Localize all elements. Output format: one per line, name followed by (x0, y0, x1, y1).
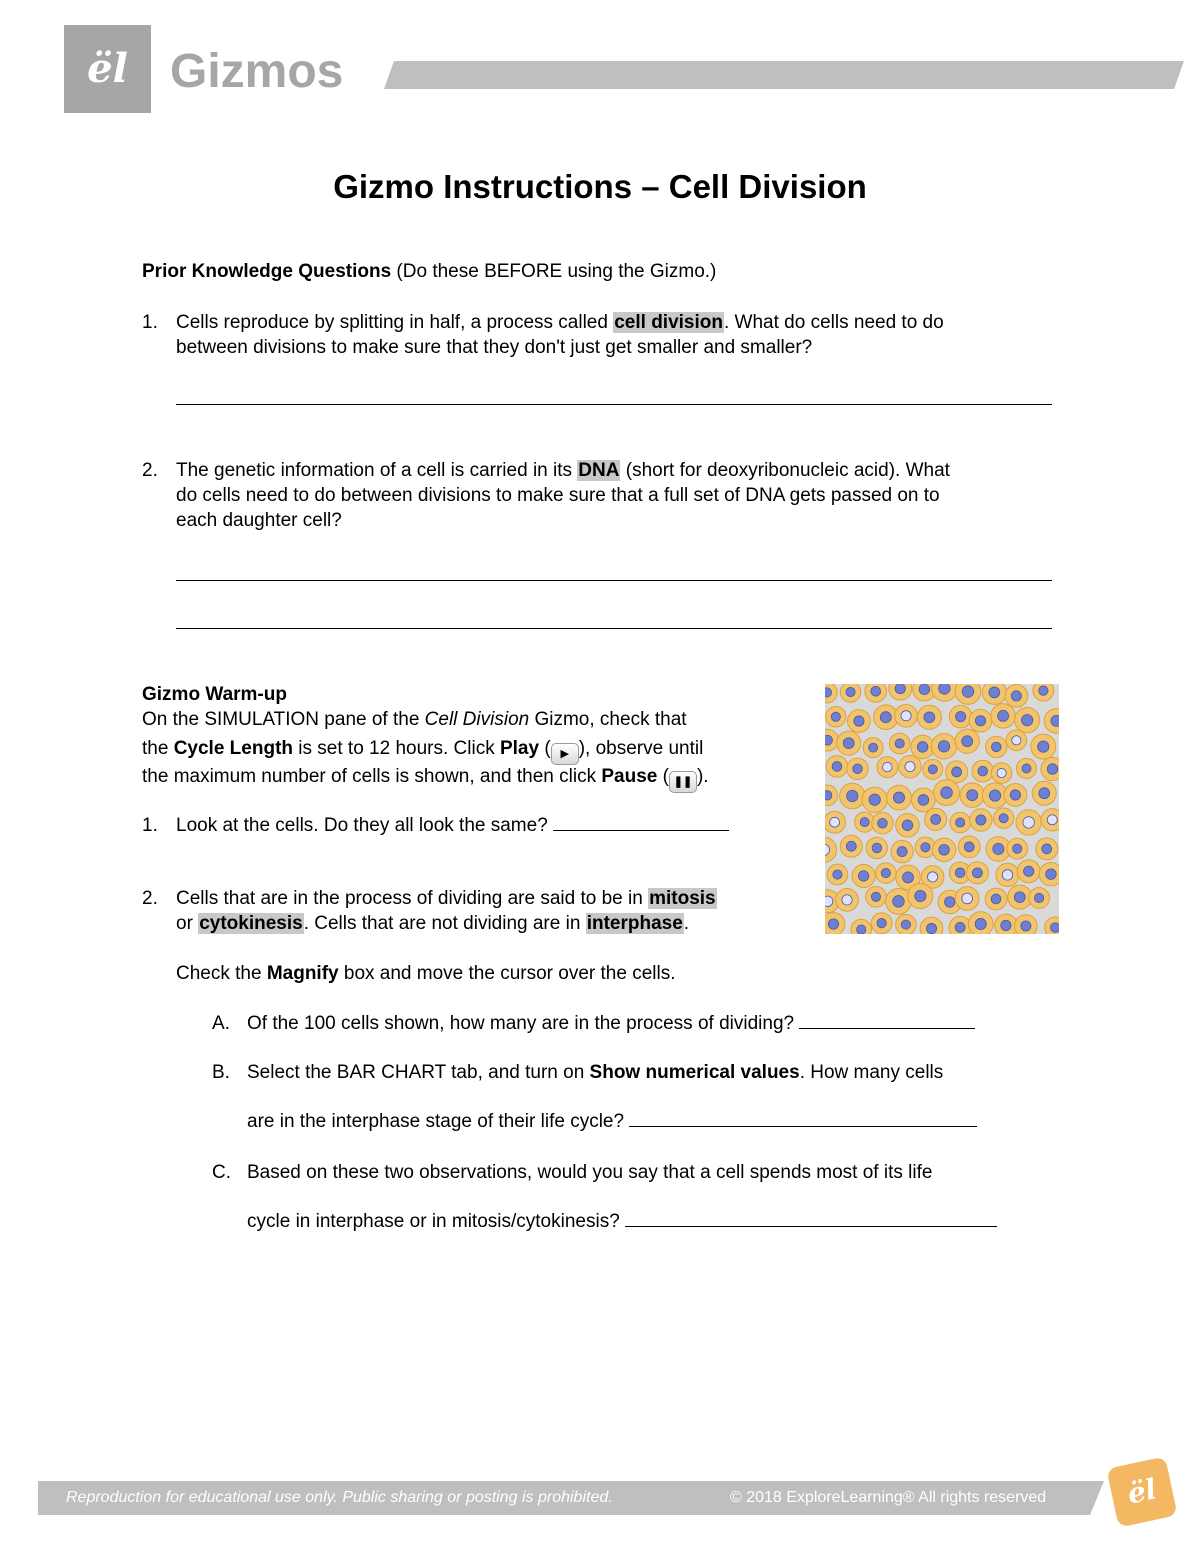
pause-icon: ❚❚ (669, 771, 697, 793)
cell-nucleus (999, 814, 1008, 823)
wq2-text: . (683, 913, 690, 934)
cell-nucleus (1046, 869, 1057, 880)
cell-nucleus (1034, 893, 1043, 902)
cell-nucleus (939, 684, 951, 694)
cell-nucleus (1024, 866, 1034, 876)
term-magnify: Magnify (266, 963, 339, 984)
sub-b-text: . How many cells (799, 1062, 944, 1083)
cell-nucleus (878, 818, 888, 828)
cell-nucleus (871, 686, 881, 696)
wq2-text: Cells that are in the process of dividing are said to be in (176, 888, 649, 909)
answer-line[interactable] (176, 628, 1052, 629)
cell-nucleus (928, 765, 937, 774)
term-cytokinesis: cytokinesis (199, 913, 303, 934)
cell-nucleus (872, 843, 882, 853)
q2-text-b: (short for deoxyribonucleic acid). What (620, 460, 950, 481)
cell-nucleus (989, 790, 1000, 801)
cell-nucleus (1012, 736, 1021, 745)
cell-nucleus (939, 844, 950, 855)
cell-nucleus (883, 762, 892, 771)
cell-nucleus (869, 794, 880, 805)
intro-text: On the SIMULATION pane of the (142, 709, 425, 730)
cell-nucleus (893, 792, 904, 803)
term-pause: Pause (601, 766, 658, 787)
cell-nucleus (921, 843, 930, 852)
intro-text: the (142, 738, 174, 759)
footer-logo-glyph: ël (1124, 1472, 1160, 1511)
wq2-text: . Cells that are not dividing are in (303, 913, 586, 934)
term-dna: DNA (578, 460, 620, 481)
cell-nucleus (1023, 817, 1034, 828)
prior-heading-note: (Do these BEFORE using the Gizmo.) (391, 261, 717, 282)
cell-nucleus (901, 711, 911, 721)
wq1-text: Look at the cells. Do they all look the same? (176, 815, 554, 836)
cell-nucleus (1051, 715, 1059, 726)
cell-nucleus (893, 896, 905, 908)
cell-nucleus (1021, 921, 1031, 931)
cell-nucleus (825, 735, 832, 745)
cell-nucleus (877, 918, 886, 927)
intro-text: is set to 12 hours. Click (293, 738, 500, 759)
cell-nucleus (997, 768, 1006, 777)
wq2-text: or (176, 913, 199, 934)
cell-nucleus (828, 919, 838, 929)
cell-nucleus (897, 847, 907, 857)
cell-nucleus (962, 736, 973, 747)
cell-nucleus (1014, 892, 1025, 903)
cell-nucleus (1047, 764, 1057, 774)
cell-nucleus (842, 895, 852, 905)
cell-nucleus (915, 890, 926, 901)
cell-nucleus (956, 712, 966, 722)
cell-nucleus (941, 787, 953, 799)
cell-nucleus (919, 684, 930, 695)
cell-nucleus (902, 820, 913, 831)
cell-nucleus (832, 762, 842, 772)
answer-blank[interactable] (553, 814, 729, 831)
cell-nucleus (825, 688, 832, 697)
prior-knowledge-heading (142, 259, 716, 284)
cell-nucleus (955, 922, 965, 932)
cell-nucleus (978, 766, 988, 776)
cell-nucleus (1013, 844, 1022, 853)
gizmo-name: Cell Division (424, 709, 530, 730)
check-text: box and move the cursor over the cells. (338, 963, 676, 984)
term-mitosis: mitosis (649, 888, 716, 909)
cell-nucleus (858, 871, 868, 881)
cell-nucleus (843, 738, 854, 749)
cell-nucleus (1050, 923, 1059, 933)
intro-text: ). (696, 766, 709, 787)
cell-nucleus (975, 716, 985, 726)
cell-nucleus (1038, 741, 1049, 752)
cell-nucleus (1039, 788, 1050, 799)
gizmos-logo (64, 25, 151, 113)
term-cycle-length: Cycle Length (173, 738, 294, 759)
answer-blank[interactable] (625, 1210, 997, 1227)
sub-b-text: Select the BAR CHART tab, and turn on (247, 1062, 590, 1083)
footer-copyright: © 2018 ExploreLearning® All rights reserved (730, 1489, 1047, 1506)
answer-line[interactable] (176, 580, 1052, 581)
cell-simulation-image (825, 684, 1059, 934)
cell-nucleus (895, 739, 904, 748)
cell-nucleus (903, 872, 914, 883)
cell-nucleus (854, 716, 864, 726)
question-number: 2. (142, 460, 158, 481)
q1-text-a: Cells reproduce by splitting in half, a process called (176, 312, 614, 333)
cell-nucleus (1011, 691, 1021, 701)
sub-a-text: Of the 100 cells shown, how many are in the process of dividing? (247, 1013, 800, 1034)
cell-nucleus (918, 795, 929, 806)
question-number: 1. (142, 815, 158, 836)
cell-nucleus (938, 741, 949, 752)
cell-nucleus (945, 897, 956, 908)
cell-nucleus (962, 893, 973, 904)
cell-nucleus (1042, 844, 1052, 854)
cell-nucleus (830, 817, 840, 827)
cell-nucleus (901, 920, 910, 929)
cell-nucleus (825, 896, 833, 906)
prior-heading-text: Prior Knowledge Questions (142, 261, 392, 282)
cell-nucleus (846, 687, 855, 696)
footer-disclaimer: Reproduction for educational use only. Public sharing or posting is prohibited. (66, 1489, 613, 1506)
term-play: Play (499, 738, 540, 759)
answer-line[interactable] (176, 404, 1052, 405)
cell-nucleus (1001, 920, 1011, 930)
cell-nucleus (833, 870, 842, 879)
sub-b-text: are in the interphase stage of their life cycle? (247, 1111, 630, 1132)
cell-nucleus (846, 841, 856, 851)
cell-nucleus (831, 712, 840, 721)
cell-nucleus (998, 710, 1009, 721)
play-icon: ▶ (551, 743, 579, 765)
brand-name: Gizmos (170, 45, 344, 98)
question-number: 1. (142, 312, 158, 333)
cell-nucleus (955, 868, 965, 878)
cell-nucleus (975, 918, 986, 929)
cell-nucleus (993, 843, 1004, 854)
term-show-numerical-values: Show numerical values (589, 1062, 800, 1083)
cell-nucleus (1002, 870, 1012, 880)
sub-letter: B. (212, 1062, 230, 1083)
cell-nucleus (991, 742, 1001, 752)
check-text: Check the (176, 963, 267, 984)
cells-illustration (825, 684, 1059, 934)
answer-blank[interactable] (799, 1012, 975, 1029)
cell-nucleus (853, 764, 863, 774)
cell-nucleus (871, 892, 880, 901)
intro-text: Gizmo, check that (529, 709, 687, 730)
sub-letter: C. (212, 1162, 231, 1183)
term-cell-division: cell division (614, 312, 723, 333)
intro-text: ( (657, 766, 669, 787)
question-number: 2. (142, 888, 158, 909)
q2-text-line2: do cells need to do between divisions to make sure that a full set of DNA gets passed on to (176, 485, 940, 506)
intro-text: the maximum number of cells is shown, and then click (142, 766, 602, 787)
answer-blank[interactable] (629, 1110, 977, 1127)
cell-nucleus (991, 894, 1001, 904)
cell-nucleus (931, 814, 941, 824)
cell-nucleus (860, 818, 869, 827)
cell-nucleus (825, 791, 832, 800)
cell-nucleus (956, 818, 965, 827)
cell-nucleus (917, 742, 928, 753)
cell-nucleus (976, 815, 986, 825)
q2-text-line3: each daughter cell? (176, 510, 342, 531)
cell-nucleus (989, 687, 1000, 698)
cell-nucleus (905, 762, 915, 772)
logo-glyph: ël (87, 45, 128, 92)
intro-text: ), observe until (578, 738, 704, 759)
warmup-heading: Gizmo Warm-up (142, 684, 287, 705)
cell-nucleus (1022, 714, 1033, 725)
sub-letter: A. (212, 1013, 230, 1034)
cell-nucleus (1047, 815, 1057, 825)
cell-nucleus (926, 923, 936, 933)
intro-text: ( (539, 738, 551, 759)
cell-nucleus (972, 868, 982, 878)
cell-nucleus (962, 686, 974, 698)
cell-nucleus (1022, 764, 1031, 773)
cell-nucleus (928, 872, 938, 882)
magnify-instruction (176, 961, 676, 986)
cell-nucleus (880, 712, 891, 723)
sub-c-text: Based on these two observations, would you say that a cell spends most of its life (247, 1162, 933, 1183)
page-title: Gizmo Instructions – Cell Division (333, 168, 867, 205)
cell-nucleus (952, 767, 962, 777)
term-interphase: interphase (586, 913, 683, 934)
cell-nucleus (869, 743, 878, 752)
q1-text-b: . What do cells need to do (724, 312, 944, 333)
cell-nucleus (1010, 790, 1020, 800)
explorelearning-logo (1106, 1456, 1177, 1527)
cell-nucleus (881, 868, 890, 877)
cell-nucleus (895, 684, 905, 694)
q1-text-line2: between divisions to make sure that they don't just get smaller and smaller? (176, 337, 813, 358)
cell-nucleus (1039, 686, 1048, 695)
warmup-intro (142, 707, 709, 791)
cell-nucleus (967, 790, 978, 801)
q2-text-a: The genetic information of a cell is carried in its (176, 460, 578, 481)
cell-nucleus (857, 925, 866, 934)
cell-nucleus (847, 790, 858, 801)
header-bar (384, 61, 1184, 89)
sub-c-text: cycle in interphase or in mitosis/cytokinesis? (247, 1211, 626, 1232)
cell-nucleus (924, 712, 935, 723)
cell-nucleus (964, 842, 974, 852)
